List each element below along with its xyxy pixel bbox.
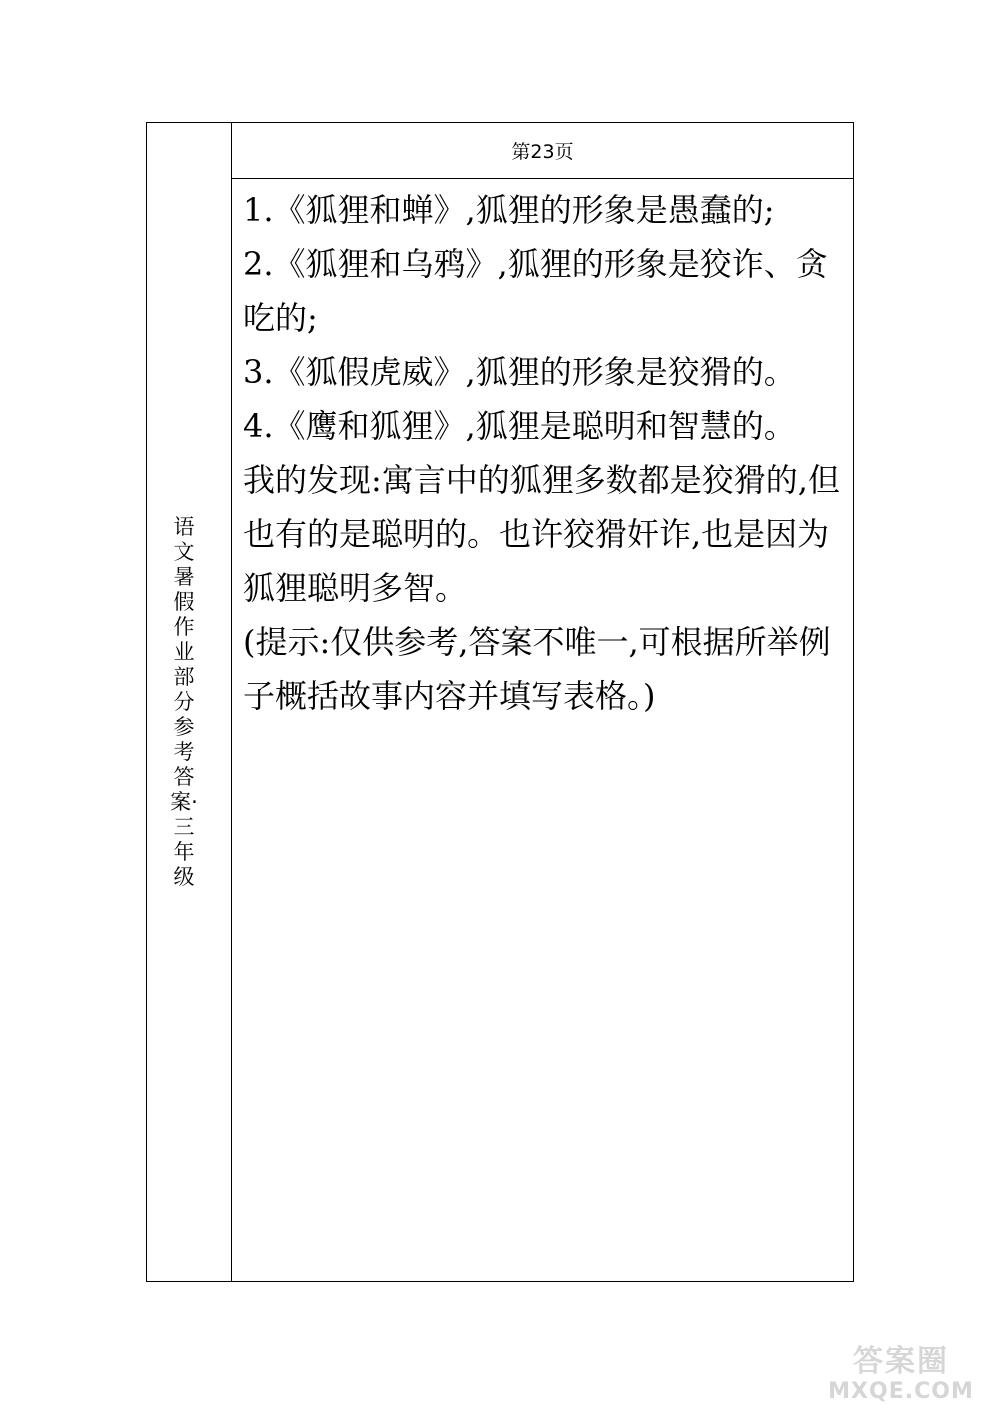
answer-line-1: 1.《狐狸和蝉》,狐狸的形象是愚蠢的; — [243, 191, 775, 229]
watermark-logo — [816, 1345, 986, 1405]
watermark-url: MXQE.COM — [828, 1379, 974, 1404]
side-title: 语文暑假作业部分参考答案·三年级 — [170, 515, 198, 889]
discovery-paragraph: 我的发现:寓言中的狐狸多数都是狡猾的,但也有的是聪明的。也许狡猾奸诈,也是因为狐狸聪明多智。 — [243, 461, 840, 607]
watermark-logo-text: 答案圈 — [853, 1344, 949, 1379]
answer-table — [146, 122, 854, 1282]
side-column — [147, 123, 232, 1281]
answer-line-4: 4.《鹰和狐狸》,狐狸是聪明和智慧的。 — [243, 407, 796, 445]
hint-paragraph: (提示:仅供参考,答案不唯一,可根据所举例子概括故事内容并填写表格。) — [243, 623, 831, 715]
answer-line-3: 3.《狐假虎威》,狐狸的形象是狡猾的。 — [243, 353, 796, 391]
answer-line-2: 2.《狐狸和乌鸦》,狐狸的形象是狡诈、贪吃的; — [243, 245, 828, 337]
page-number-header: 第23页 — [232, 123, 853, 179]
answer-content — [243, 183, 845, 723]
